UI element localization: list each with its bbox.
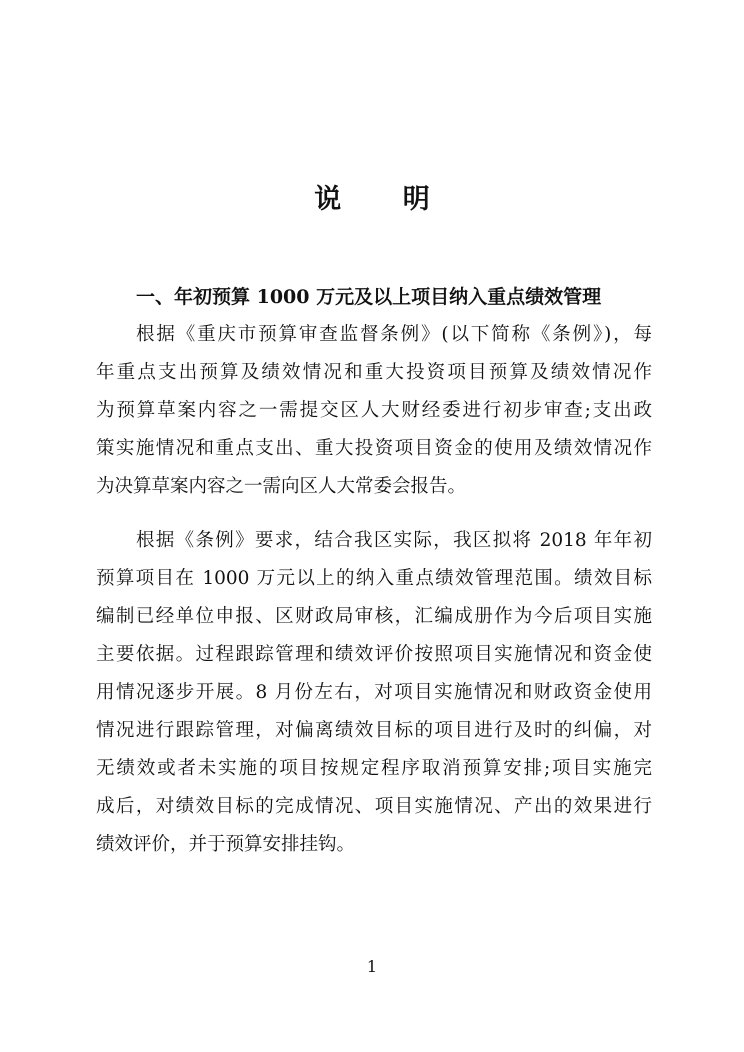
document-title: 说 明: [314, 184, 456, 215]
paragraph-line: 预算项目在 1000 万元以上的纳入重点绩效管理范围。绩效目标: [96, 568, 652, 589]
paragraph-2: [96, 522, 652, 864]
paragraph-line: 策实施情况和重点支出、重大投资项目资金的使用及绩效情况作: [96, 438, 652, 459]
paragraph-line: 编制已经单位申报、区财政局审核，汇编成册作为今后项目实施: [96, 606, 652, 627]
paragraph-line: 用情况逐步开展。8 月份左右，对项目实施情况和财政资金使用: [96, 682, 652, 703]
paragraph-line: 主要依据。过程跟踪管理和绩效评价按照项目实施情况和资金使: [96, 644, 652, 665]
section-heading: 一、年初预算 1000 万元及以上项目纳入重点绩效管理: [136, 286, 602, 308]
paragraph-line: 根据《条例》要求，结合我区实际，我区拟将 2018 年年初: [136, 530, 652, 551]
paragraph-line: 为预算草案内容之一需提交区人大财经委进行初步审查;支出政: [96, 400, 652, 421]
paragraph-line: 成后，对绩效目标的完成情况、项目实施情况、产出的效果进行: [96, 796, 652, 817]
paragraph-line: 根据《重庆市预算审查监督条例》(以下简称《条例》)，每: [136, 324, 652, 345]
paragraph-1: [96, 316, 652, 506]
paragraph-line: 无绩效或者未实施的项目按规定程序取消预算安排;项目实施完: [96, 758, 652, 779]
page-number: 1: [366, 957, 378, 976]
paragraph-line: 情况进行跟踪管理，对偏离绩效目标的项目进行及时的纠偏，对: [96, 720, 652, 741]
paragraph-line: 为决算草案内容之一需向区人大常委会报告。: [96, 476, 467, 497]
paragraph-line: 绩效评价，并于预算安排挂钩。: [96, 834, 356, 855]
paragraph-line: 年重点支出预算及绩效情况和重大投资项目预算及绩效情况作: [96, 362, 652, 383]
